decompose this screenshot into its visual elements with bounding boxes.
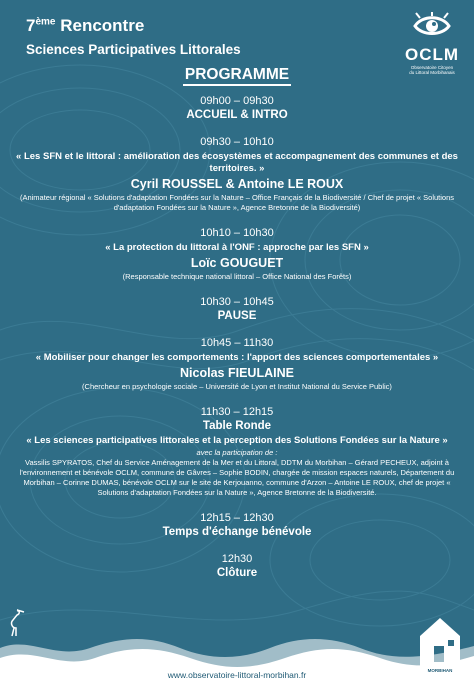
session-time: 09h30 – 10h10 [200, 136, 274, 148]
session-cloture [8, 552, 466, 580]
session-label: PAUSE [217, 310, 257, 322]
session-onf [8, 226, 466, 282]
website-link[interactable]: www.observatoire-littoral-morbihan.fr [167, 670, 307, 680]
logo-name: OCLM [404, 45, 460, 64]
logo-tagline-2: du Littoral Morbihanais [409, 70, 455, 75]
session-echange [8, 511, 466, 539]
logo-tagline-1: Observatoire Citoyen [410, 65, 454, 70]
edition-title [26, 16, 144, 36]
session-time: 12h30 [221, 553, 253, 565]
programme [8, 66, 466, 593]
edition-suffix: ème [35, 16, 56, 28]
session-talk-title: « Les sciences participatives littorales et la perception des Solutions Fondées sur la Nature » [26, 435, 448, 446]
session-speaker: Loïc GOUGUET [190, 256, 284, 270]
session-time: 10h10 – 10h30 [200, 227, 274, 239]
session-talk-title: « Mobiliser pour changer les comportements : l'apport des sciences comportementales » [35, 352, 439, 363]
programme-title: PROGRAMME [183, 66, 291, 86]
eye-logo-icon [412, 12, 452, 38]
edition-word: Rencontre [60, 16, 145, 35]
session-time: 09h00 – 09h30 [200, 95, 274, 107]
session-accueil [8, 94, 466, 122]
session-participants: Vassilis SPYRATOS, Chef du Service Aménagement de la Mer et du Littoral, DDTM du Morbihan – Gérard PECHEUX, adjoint à l'environnement et bénévole OCLM, commune de Gâvres – Sophie BODIN, chargée de mission espaces naturels, Département du Morbihan – Corinne DUMAS, bénévole OCLM sur le site de Kerjouanno, commune d'Arzon – Antoine LE ROUX, chef de projet « Solutions d'adaptation Fondées sur la Nature », Agence Bretonne de la Biodiversité. [19, 458, 455, 497]
session-label: Table Ronde [202, 420, 272, 432]
session-talk-title: « La protection du littoral à l'ONF : approche par les SFN » [105, 242, 369, 253]
session-label: ACCUEIL & INTRO [186, 109, 288, 121]
session-table-ronde [8, 405, 466, 498]
session-affiliation: (Chercheur en psychologie sociale – Université de Lyon et Institut National du Service Public) [82, 382, 392, 391]
morbihan-label: MORBIHAN [427, 668, 453, 673]
session-label: Clôture [216, 567, 258, 579]
session-speaker: Nicolas FIEULAINE [180, 366, 294, 380]
session-time: 10h45 – 11h30 [200, 337, 274, 349]
session-comportements [8, 336, 466, 392]
heron-icon [4, 608, 26, 638]
session-talk-title: « Les SFN et le littoral : amélioration des écosystèmes et accompagnement des communes et des territoires. » [16, 151, 458, 174]
session-time: 11h30 – 12h15 [200, 406, 274, 418]
session-affiliation: (Responsable technique national littoral – Office National des Forêts) [122, 272, 352, 281]
edition-number: 7 [26, 16, 36, 35]
session-label: Temps d'échange bénévole [162, 526, 312, 538]
event-subtitle: Sciences Participatives Littorales [26, 42, 241, 57]
session-speaker: Cyril ROUSSEL & Antoine LE ROUX [130, 177, 344, 191]
session-affiliation: (Animateur régional « Solutions d'adaptation Fondées sur la Nature – Office Français de la Biodiversité / Chef de projet « Solutions d'adaptation Fondées sur la Nature », Agence Bretonne de la Biodiversité) [19, 193, 455, 212]
session-time: 12h15 – 12h30 [200, 512, 274, 524]
session-time: 10h30 – 10h45 [200, 296, 274, 308]
session-pause [8, 295, 466, 323]
session-sfn-littoral [8, 135, 466, 213]
session-participants-intro: avec la participation de : [196, 448, 278, 457]
